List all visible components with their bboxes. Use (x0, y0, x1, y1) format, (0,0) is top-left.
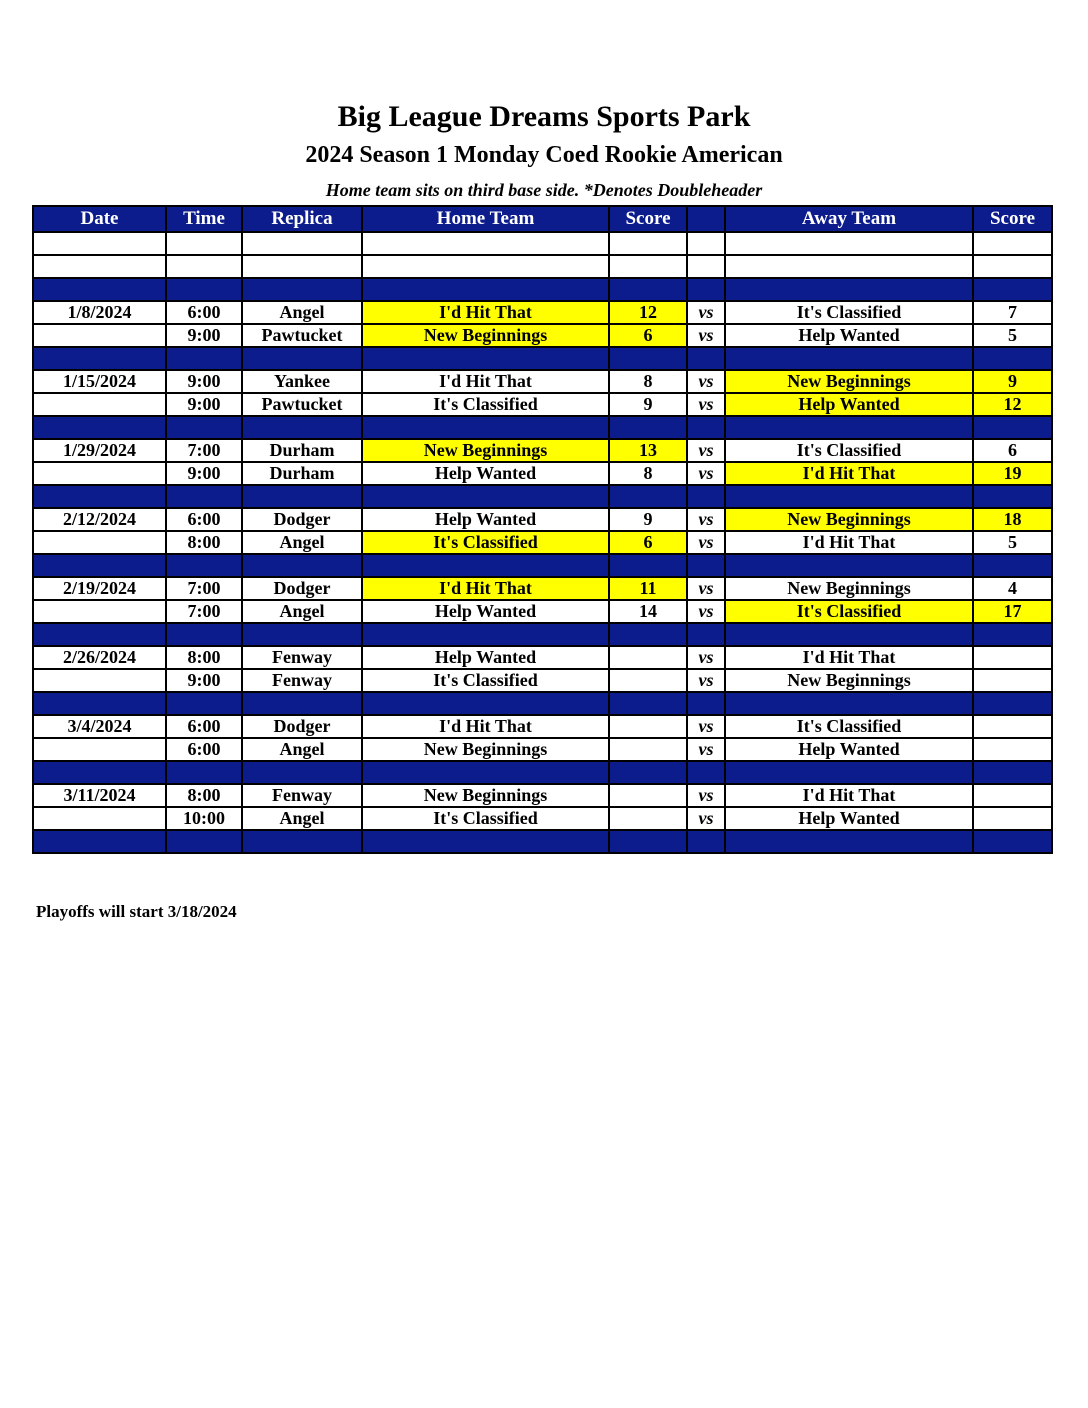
game-date (33, 324, 166, 347)
home-team: It's Classified (362, 393, 609, 416)
away-team: It's Classified (725, 439, 973, 462)
home-score (609, 784, 687, 807)
empty-cell (242, 347, 362, 370)
home-team: It's Classified (362, 669, 609, 692)
away-score: 4 (973, 577, 1052, 600)
empty-cell (973, 554, 1052, 577)
home-team: Help Wanted (362, 600, 609, 623)
away-score (973, 646, 1052, 669)
game-replica: Fenway (242, 784, 362, 807)
game-row (33, 646, 1052, 669)
home-team: New Beginnings (362, 738, 609, 761)
home-team: It's Classified (362, 807, 609, 830)
empty-cell (687, 692, 725, 715)
game-row (33, 531, 1052, 554)
empty-cell (687, 761, 725, 784)
empty-cell (973, 623, 1052, 646)
empty-cell (609, 485, 687, 508)
empty-cell (242, 416, 362, 439)
game-replica: Angel (242, 301, 362, 324)
game-date: 1/8/2024 (33, 301, 166, 324)
empty-cell (33, 278, 166, 301)
col-date: Date (33, 206, 166, 232)
empty-cell (33, 554, 166, 577)
separator-row (33, 623, 1052, 646)
empty-cell (242, 692, 362, 715)
game-row (33, 807, 1052, 830)
blank-row (33, 232, 1052, 255)
away-score: 5 (973, 531, 1052, 554)
empty-cell (242, 554, 362, 577)
col-away-team: Away Team (725, 206, 973, 232)
empty-cell (725, 761, 973, 784)
empty-cell (973, 232, 1052, 255)
vs-label: vs (687, 807, 725, 830)
home-team: I'd Hit That (362, 715, 609, 738)
game-replica: Angel (242, 531, 362, 554)
game-time: 8:00 (166, 646, 242, 669)
empty-cell (725, 485, 973, 508)
empty-cell (33, 761, 166, 784)
game-replica: Dodger (242, 715, 362, 738)
home-score: 14 (609, 600, 687, 623)
game-time: 9:00 (166, 669, 242, 692)
empty-cell (362, 830, 609, 853)
empty-cell (973, 278, 1052, 301)
empty-cell (166, 347, 242, 370)
away-score: 18 (973, 508, 1052, 531)
home-score: 9 (609, 393, 687, 416)
game-replica: Fenway (242, 669, 362, 692)
empty-cell (973, 416, 1052, 439)
empty-cell (242, 830, 362, 853)
empty-cell (725, 255, 973, 278)
home-team: It's Classified (362, 531, 609, 554)
empty-cell (725, 347, 973, 370)
away-score: 9 (973, 370, 1052, 393)
empty-cell (725, 232, 973, 255)
game-time: 7:00 (166, 577, 242, 600)
empty-cell (166, 692, 242, 715)
empty-cell (687, 485, 725, 508)
game-date (33, 393, 166, 416)
game-date: 1/29/2024 (33, 439, 166, 462)
col-replica: Replica (242, 206, 362, 232)
col-vs (687, 206, 725, 232)
home-score: 8 (609, 462, 687, 485)
empty-cell (242, 278, 362, 301)
empty-cell (362, 761, 609, 784)
empty-cell (166, 554, 242, 577)
game-row (33, 370, 1052, 393)
game-date: 2/12/2024 (33, 508, 166, 531)
home-score (609, 646, 687, 669)
empty-cell (973, 830, 1052, 853)
game-time: 6:00 (166, 508, 242, 531)
away-team: New Beginnings (725, 370, 973, 393)
game-row (33, 301, 1052, 324)
empty-cell (687, 554, 725, 577)
home-score: 12 (609, 301, 687, 324)
home-score: 13 (609, 439, 687, 462)
empty-cell (609, 278, 687, 301)
away-team: New Beginnings (725, 508, 973, 531)
away-team: It's Classified (725, 600, 973, 623)
empty-cell (725, 830, 973, 853)
game-date (33, 807, 166, 830)
vs-label: vs (687, 439, 725, 462)
game-time: 10:00 (166, 807, 242, 830)
empty-cell (725, 416, 973, 439)
home-team: New Beginnings (362, 439, 609, 462)
game-row (33, 324, 1052, 347)
away-score (973, 807, 1052, 830)
game-date: 2/19/2024 (33, 577, 166, 600)
empty-cell (609, 692, 687, 715)
game-row (33, 669, 1052, 692)
home-score: 8 (609, 370, 687, 393)
game-date: 3/4/2024 (33, 715, 166, 738)
separator-row (33, 416, 1052, 439)
away-score: 6 (973, 439, 1052, 462)
empty-cell (687, 830, 725, 853)
empty-cell (33, 255, 166, 278)
game-time: 8:00 (166, 531, 242, 554)
game-row (33, 462, 1052, 485)
game-replica: Pawtucket (242, 393, 362, 416)
game-date (33, 531, 166, 554)
empty-cell (687, 623, 725, 646)
empty-cell (687, 347, 725, 370)
empty-cell (362, 485, 609, 508)
empty-cell (362, 623, 609, 646)
away-score: 19 (973, 462, 1052, 485)
away-team: New Beginnings (725, 577, 973, 600)
separator-row (33, 278, 1052, 301)
game-replica: Pawtucket (242, 324, 362, 347)
empty-cell (166, 623, 242, 646)
empty-cell (166, 278, 242, 301)
game-date (33, 600, 166, 623)
empty-cell (362, 554, 609, 577)
separator-row (33, 485, 1052, 508)
game-row (33, 439, 1052, 462)
empty-cell (973, 485, 1052, 508)
away-score: 17 (973, 600, 1052, 623)
away-score (973, 784, 1052, 807)
game-date (33, 669, 166, 692)
empty-cell (33, 232, 166, 255)
game-row (33, 508, 1052, 531)
game-replica: Dodger (242, 577, 362, 600)
empty-cell (166, 416, 242, 439)
away-team: New Beginnings (725, 669, 973, 692)
game-replica: Angel (242, 600, 362, 623)
empty-cell (166, 232, 242, 255)
empty-cell (166, 485, 242, 508)
home-score (609, 669, 687, 692)
vs-label: vs (687, 577, 725, 600)
home-team: Help Wanted (362, 462, 609, 485)
page-title: Big League Dreams Sports Park (337, 100, 751, 133)
game-date: 1/15/2024 (33, 370, 166, 393)
game-time: 6:00 (166, 715, 242, 738)
page-subtitle: 2024 Season 1 Monday Coed Rookie American (305, 142, 783, 168)
game-time: 9:00 (166, 393, 242, 416)
home-score (609, 715, 687, 738)
home-score: 9 (609, 508, 687, 531)
separator-row (33, 554, 1052, 577)
game-time: 6:00 (166, 738, 242, 761)
empty-cell (687, 278, 725, 301)
empty-cell (362, 278, 609, 301)
home-score (609, 807, 687, 830)
vs-label: vs (687, 600, 725, 623)
empty-cell (362, 416, 609, 439)
game-time: 9:00 (166, 370, 242, 393)
away-team: Help Wanted (725, 738, 973, 761)
away-score: 12 (973, 393, 1052, 416)
col-time: Time (166, 206, 242, 232)
col-away-score: Score (973, 206, 1052, 232)
game-row (33, 577, 1052, 600)
home-team: Help Wanted (362, 508, 609, 531)
home-team: I'd Hit That (362, 370, 609, 393)
vs-label: vs (687, 784, 725, 807)
game-row (33, 784, 1052, 807)
empty-cell (609, 255, 687, 278)
vs-label: vs (687, 531, 725, 554)
empty-cell (33, 485, 166, 508)
game-replica: Yankee (242, 370, 362, 393)
schedule-body (33, 232, 1052, 853)
empty-cell (725, 278, 973, 301)
game-row (33, 393, 1052, 416)
home-score (609, 738, 687, 761)
separator-row (33, 692, 1052, 715)
empty-cell (362, 232, 609, 255)
game-time: 6:00 (166, 301, 242, 324)
empty-cell (609, 347, 687, 370)
vs-label: vs (687, 324, 725, 347)
empty-cell (166, 830, 242, 853)
empty-cell (725, 554, 973, 577)
game-replica: Angel (242, 738, 362, 761)
home-team: I'd Hit That (362, 577, 609, 600)
away-team: I'd Hit That (725, 531, 973, 554)
game-time: 9:00 (166, 462, 242, 485)
away-team: I'd Hit That (725, 646, 973, 669)
empty-cell (242, 255, 362, 278)
empty-cell (33, 692, 166, 715)
empty-cell (33, 623, 166, 646)
home-team: New Beginnings (362, 784, 609, 807)
empty-cell (687, 416, 725, 439)
game-replica: Durham (242, 462, 362, 485)
game-time: 7:00 (166, 439, 242, 462)
col-home-score: Score (609, 206, 687, 232)
empty-cell (166, 761, 242, 784)
game-replica: Angel (242, 807, 362, 830)
empty-cell (973, 692, 1052, 715)
away-team: I'd Hit That (725, 462, 973, 485)
empty-cell (362, 255, 609, 278)
vs-label: vs (687, 301, 725, 324)
vs-label: vs (687, 738, 725, 761)
empty-cell (33, 830, 166, 853)
empty-cell (609, 554, 687, 577)
away-team: Help Wanted (725, 393, 973, 416)
home-score: 11 (609, 577, 687, 600)
empty-cell (362, 347, 609, 370)
empty-cell (609, 232, 687, 255)
home-team: I'd Hit That (362, 301, 609, 324)
empty-cell (33, 416, 166, 439)
empty-cell (609, 830, 687, 853)
vs-label: vs (687, 462, 725, 485)
vs-label: vs (687, 508, 725, 531)
empty-cell (687, 255, 725, 278)
home-team: Help Wanted (362, 646, 609, 669)
away-score: 7 (973, 301, 1052, 324)
empty-cell (242, 761, 362, 784)
empty-cell (725, 692, 973, 715)
game-replica: Fenway (242, 646, 362, 669)
game-time: 9:00 (166, 324, 242, 347)
vs-label: vs (687, 715, 725, 738)
empty-cell (242, 232, 362, 255)
empty-cell (687, 232, 725, 255)
empty-cell (973, 347, 1052, 370)
empty-cell (166, 255, 242, 278)
col-home-team: Home Team (362, 206, 609, 232)
vs-label: vs (687, 370, 725, 393)
away-score (973, 715, 1052, 738)
separator-row (33, 830, 1052, 853)
empty-cell (33, 347, 166, 370)
away-team: I'd Hit That (725, 784, 973, 807)
away-score: 5 (973, 324, 1052, 347)
empty-cell (242, 485, 362, 508)
game-row (33, 715, 1052, 738)
game-time: 8:00 (166, 784, 242, 807)
away-team: It's Classified (725, 301, 973, 324)
vs-label: vs (687, 669, 725, 692)
away-team: Help Wanted (725, 807, 973, 830)
empty-cell (973, 761, 1052, 784)
away-score (973, 738, 1052, 761)
home-score: 6 (609, 324, 687, 347)
home-team: New Beginnings (362, 324, 609, 347)
empty-cell (609, 623, 687, 646)
empty-cell (725, 623, 973, 646)
home-score: 6 (609, 531, 687, 554)
schedule-note: Home team sits on third base side. *Denotes Doubleheader (325, 180, 763, 200)
vs-label: vs (687, 646, 725, 669)
game-date (33, 462, 166, 485)
playoffs-note: Playoffs will start 3/18/2024 (36, 902, 237, 921)
empty-cell (973, 255, 1052, 278)
game-replica: Durham (242, 439, 362, 462)
blank-row (33, 255, 1052, 278)
separator-row (33, 347, 1052, 370)
away-team: It's Classified (725, 715, 973, 738)
game-replica: Dodger (242, 508, 362, 531)
empty-cell (609, 761, 687, 784)
empty-cell (609, 416, 687, 439)
schedule-table (32, 205, 1053, 854)
game-date: 2/26/2024 (33, 646, 166, 669)
empty-cell (242, 623, 362, 646)
separator-row (33, 761, 1052, 784)
game-row (33, 600, 1052, 623)
game-date: 3/11/2024 (33, 784, 166, 807)
away-team: Help Wanted (725, 324, 973, 347)
header-row (33, 206, 1052, 232)
game-time: 7:00 (166, 600, 242, 623)
empty-cell (362, 692, 609, 715)
game-date (33, 738, 166, 761)
away-score (973, 669, 1052, 692)
vs-label: vs (687, 393, 725, 416)
game-row (33, 738, 1052, 761)
